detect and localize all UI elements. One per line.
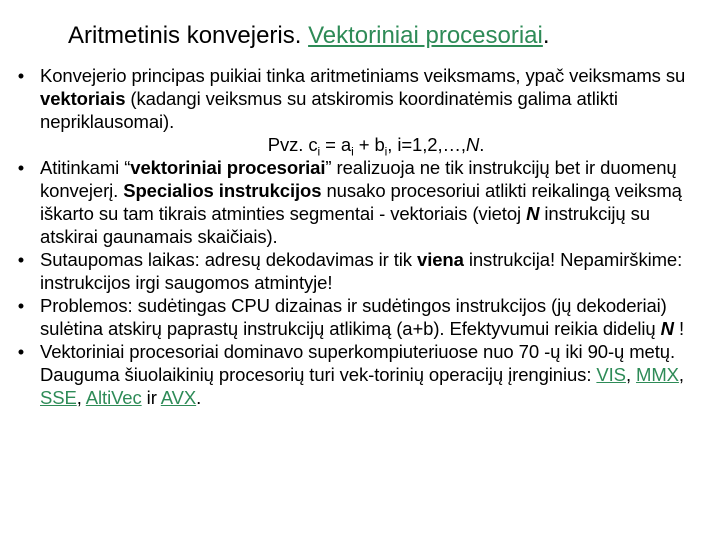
- bullet-3-bold-one: viena: [417, 249, 464, 270]
- link-altivec[interactable]: AltiVec: [85, 387, 142, 408]
- formula-subscript: i: [317, 144, 321, 159]
- bullet-2-bold-vector-processors: vektoriniai procesoriai: [130, 157, 326, 178]
- formula-part: Pvz. c: [267, 134, 318, 155]
- bullet-2-text-d: instrukcijų su atskirai gaunamais skaičiais).: [40, 203, 650, 247]
- bullet-2-text-c: nusako procesoriui atlikti reikalingą veiksmą iškarto su tam tikrais atminties segmentai - vektoriais (vietoj: [40, 180, 682, 224]
- bullet-5-text-a: Vektoriniai procesoriai dominavo superkompiuteriuose nuo 70 -ų iki 90-ų metų. Dauguma šiuolaikinių procesorių turi vek-torinių operacijų įrenginius:: [40, 341, 676, 385]
- bullet-marker: •: [17, 341, 25, 362]
- bullet-marker: •: [17, 249, 25, 270]
- bullet-1-text-b: (kadangi veiksmus su atskiromis koordinatėmis galima atlikti nepriklausomai).: [40, 88, 618, 132]
- link-avx[interactable]: AVX: [160, 387, 197, 408]
- formula-italic-n: N: [465, 134, 480, 155]
- bullet-item-1: [0, 64, 712, 159]
- bullet-2-bold-special-instructions: Specialios instrukcijos: [123, 180, 322, 201]
- bullet-3-text-a: Sutaupomas laikas: adresų dekodavimas ir tik: [40, 249, 417, 270]
- bullet-3-text-b: instrukcija! Nepamirškime: instrukcijos irgi saugomos atmintyje!: [40, 249, 683, 293]
- bullet-item-2: [0, 156, 712, 248]
- title-suffix: .: [542, 22, 550, 49]
- bullet-4-text-b: !: [673, 318, 685, 339]
- bullet-list: [0, 64, 712, 409]
- bullet-1-bold-vectors: vektoriais: [40, 88, 126, 109]
- bullet-item-4: [0, 294, 712, 340]
- bullet-5-end: .: [196, 387, 202, 408]
- bullet-2-text-a: Atitinkami “: [40, 157, 131, 178]
- bullet-2-bold-italic-n: N: [526, 203, 540, 224]
- formula-part: + b: [353, 134, 385, 155]
- bullet-4-bold-italic-n: N: [660, 318, 674, 339]
- link-separator: ,: [678, 364, 684, 385]
- formula-part: .: [479, 134, 485, 155]
- bullet-2-text-b: ” realizuoja ne tik instrukcijų bet ir duomenų konvejerį.: [40, 157, 677, 201]
- link-separator: ir: [141, 387, 161, 408]
- bullet-marker: •: [17, 157, 25, 178]
- link-vis[interactable]: VIS: [596, 364, 626, 385]
- bullet-1-text-a: Konvejerio principas puikiai tinka aritmetiniams veiksmams, ypač veiksmams su: [40, 65, 686, 86]
- bullet-item-3: [0, 248, 712, 294]
- title-prefix: Aritmetinis konvejeris.: [68, 22, 309, 49]
- formula-part: , i=1,2,…,: [387, 134, 466, 155]
- bullet-4-text-a: Problemos: sudėtingas CPU dizainas ir sudėtingos instrukcijos (jų dekoderiai) sulėtina atskirų paprastų instrukcijų atlikimą (a+b). Efektyvumui reikia didelių: [40, 295, 667, 339]
- bullet-item-5: [0, 340, 712, 409]
- link-mmx[interactable]: MMX: [636, 364, 679, 385]
- link-sse[interactable]: SSE: [40, 387, 77, 408]
- link-separator: ,: [76, 387, 86, 408]
- example-formula: [40, 133, 712, 159]
- link-separator: ,: [625, 364, 637, 385]
- page-title: [68, 20, 550, 52]
- formula-part: = a: [320, 134, 352, 155]
- bullet-marker: •: [17, 295, 25, 316]
- title-link-vector-processors[interactable]: Vektoriniai procesoriai: [308, 22, 543, 49]
- formula-subscript: i: [351, 144, 354, 159]
- bullet-marker: •: [17, 65, 25, 86]
- formula-subscript: i: [384, 144, 388, 159]
